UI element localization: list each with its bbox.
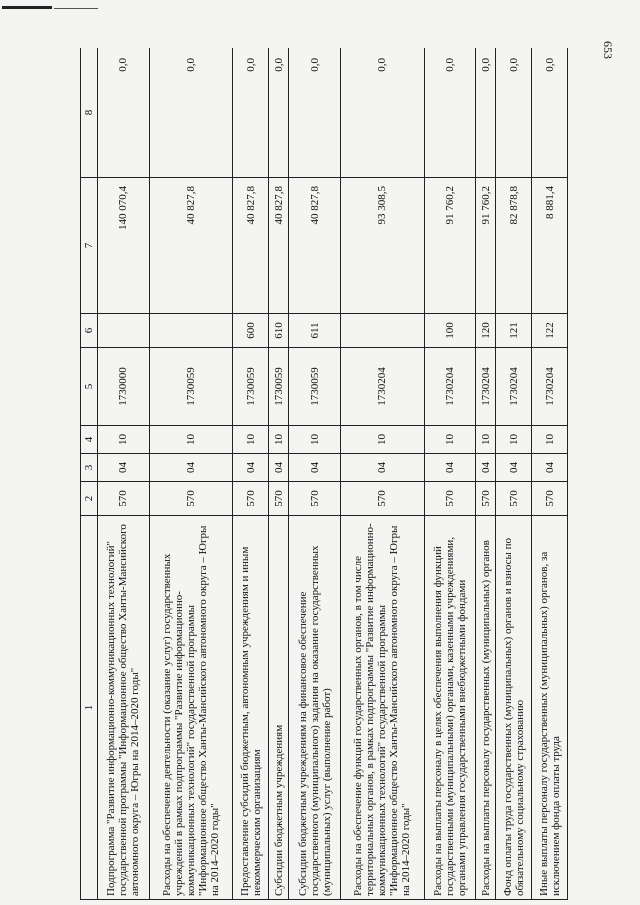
row-description: Иные выплаты персоналу государственных (муниципальных) органов, за исключением фонда оплаты труда: [532, 516, 568, 900]
table-row: [269, 48, 289, 900]
row-description: Расходы на обеспечение функций государственных органов, в том числе территориальных органов, в рамках подпрограммы "Развитие информационно-коммуникационных технологий" государственной программы "Информационное общество Ханты-Мансийского автономного округа – Югры на 2014–2020 годы": [340, 516, 424, 900]
table-row: [98, 48, 150, 900]
cell-amount-2: 0,0: [98, 48, 150, 178]
cell-vr: 122: [532, 314, 568, 348]
cell-amount: 91 760,2: [424, 178, 476, 314]
budget-table: [80, 48, 568, 900]
cell-amount: 40 827,8: [269, 178, 289, 314]
table-row: [532, 48, 568, 900]
cell-amount: 82 878,8: [496, 178, 532, 314]
cell-amount: 93 308,5: [340, 178, 424, 314]
table-row: [149, 48, 233, 900]
cell-pr: 10: [496, 426, 532, 454]
cell-amount: 8 881,4: [532, 178, 568, 314]
cell-vr: 600: [233, 314, 269, 348]
cell-csr: 1730204: [340, 348, 424, 426]
table-row: [476, 48, 496, 900]
header-row: [81, 48, 98, 900]
header-cell: 1: [81, 516, 98, 900]
table-row: [289, 48, 341, 900]
cell-ved: 570: [532, 482, 568, 516]
cell-amount-2: 0,0: [149, 48, 233, 178]
cell-amount: 40 827,8: [289, 178, 341, 314]
cell-rz: 04: [269, 454, 289, 482]
cell-pr: 10: [289, 426, 341, 454]
row-description: Расходы на выплаты персоналу государственных (муниципальных) органов: [476, 516, 496, 900]
cell-ved: 570: [233, 482, 269, 516]
cell-amount: 140 070,4: [98, 178, 150, 314]
cell-csr: 1730204: [496, 348, 532, 426]
row-description: Расходы на обеспечение деятельности (оказание услуг) государственных учреждений в рамках подпрограммы "Развитие информационно-коммуникационных технологий" государственной программы "Информационное общество Ханты-Мансийского автономного округа – Югры на 2014–2020 годы": [149, 516, 233, 900]
cell-ved: 570: [476, 482, 496, 516]
cell-amount-2: 0,0: [289, 48, 341, 178]
cell-pr: 10: [269, 426, 289, 454]
cell-pr: 10: [233, 426, 269, 454]
cell-pr: 10: [149, 426, 233, 454]
row-description: Субсидии бюджетным учреждениям: [269, 516, 289, 900]
cell-csr: 1730059: [149, 348, 233, 426]
row-description: Субсидии бюджетным учреждениям на финансовое обеспечение государственного (муниципального) задания на оказание государственных (муниципальных) услуг (выполнение работ): [289, 516, 341, 900]
cell-vr: [149, 314, 233, 348]
cell-rz: 04: [289, 454, 341, 482]
cell-vr: [98, 314, 150, 348]
cell-amount-2: 0,0: [424, 48, 476, 178]
cell-rz: 04: [233, 454, 269, 482]
cell-vr: 121: [496, 314, 532, 348]
cell-amount-2: 0,0: [532, 48, 568, 178]
cell-amount-2: 0,0: [233, 48, 269, 178]
cell-ved: 570: [424, 482, 476, 516]
table-row: [233, 48, 269, 900]
header-cell: 2: [81, 482, 98, 516]
cell-ved: 570: [98, 482, 150, 516]
cell-amount-2: 0,0: [476, 48, 496, 178]
header-cell: 5: [81, 348, 98, 426]
cell-ved: 570: [289, 482, 341, 516]
rotated-page-area: [80, 48, 568, 900]
cell-ved: 570: [269, 482, 289, 516]
cell-rz: 04: [149, 454, 233, 482]
cell-amount-2: 0,0: [496, 48, 532, 178]
cell-pr: 10: [98, 426, 150, 454]
cell-vr: 610: [269, 314, 289, 348]
cell-ved: 570: [340, 482, 424, 516]
cell-csr: 1730059: [233, 348, 269, 426]
cell-vr: 100: [424, 314, 476, 348]
cell-ved: 570: [149, 482, 233, 516]
cell-pr: 10: [532, 426, 568, 454]
row-description: Фонд оплаты труда государственных (муниципальных) органов и взносы по обязательному социальному страхованию: [496, 516, 532, 900]
cell-vr: 120: [476, 314, 496, 348]
scan-mark-thin: [54, 8, 98, 9]
header-cell: 6: [81, 314, 98, 348]
cell-amount-2: 0,0: [340, 48, 424, 178]
cell-amount: 40 827,8: [233, 178, 269, 314]
cell-vr: 611: [289, 314, 341, 348]
cell-amount-2: 0,0: [269, 48, 289, 178]
table-row: [340, 48, 424, 900]
cell-pr: 10: [340, 426, 424, 454]
row-description: Предоставление субсидий бюджетным, автономным учреждениям и иным некоммерческим организациям: [233, 516, 269, 900]
cell-csr: 1730000: [98, 348, 150, 426]
page-number: 653: [601, 41, 615, 59]
cell-csr: 1730059: [269, 348, 289, 426]
cell-rz: 04: [340, 454, 424, 482]
row-description: Подпрограмма "Развитие информационно-коммуникационных технологий" государственной программы "Информационное общество Ханты-Мансийского автономного округа – Югры на 2014–2020 годы": [98, 516, 150, 900]
row-description: Расходы на выплаты персоналу в целях обеспечения выполнения функций государственными (муниципальными) органами, казенными учреждениями, органами управления государственными внебюджетными фондами: [424, 516, 476, 900]
header-cell: 8: [81, 48, 98, 178]
cell-csr: 1730059: [289, 348, 341, 426]
cell-vr: [340, 314, 424, 348]
cell-amount: 40 827,8: [149, 178, 233, 314]
rotated-content: [80, 48, 568, 900]
cell-rz: 04: [532, 454, 568, 482]
cell-csr: 1730204: [424, 348, 476, 426]
cell-pr: 10: [424, 426, 476, 454]
header-cell: 7: [81, 178, 98, 314]
header-cell: 3: [81, 454, 98, 482]
cell-rz: 04: [496, 454, 532, 482]
scan-mark-thick: [2, 6, 52, 9]
cell-csr: 1730204: [532, 348, 568, 426]
header-cell: 4: [81, 426, 98, 454]
cell-pr: 10: [476, 426, 496, 454]
cell-amount: 91 760,2: [476, 178, 496, 314]
cell-rz: 04: [424, 454, 476, 482]
table-row: [496, 48, 532, 900]
cell-rz: 04: [98, 454, 150, 482]
cell-rz: 04: [476, 454, 496, 482]
cell-csr: 1730204: [476, 348, 496, 426]
cell-ved: 570: [496, 482, 532, 516]
table-row: [424, 48, 476, 900]
